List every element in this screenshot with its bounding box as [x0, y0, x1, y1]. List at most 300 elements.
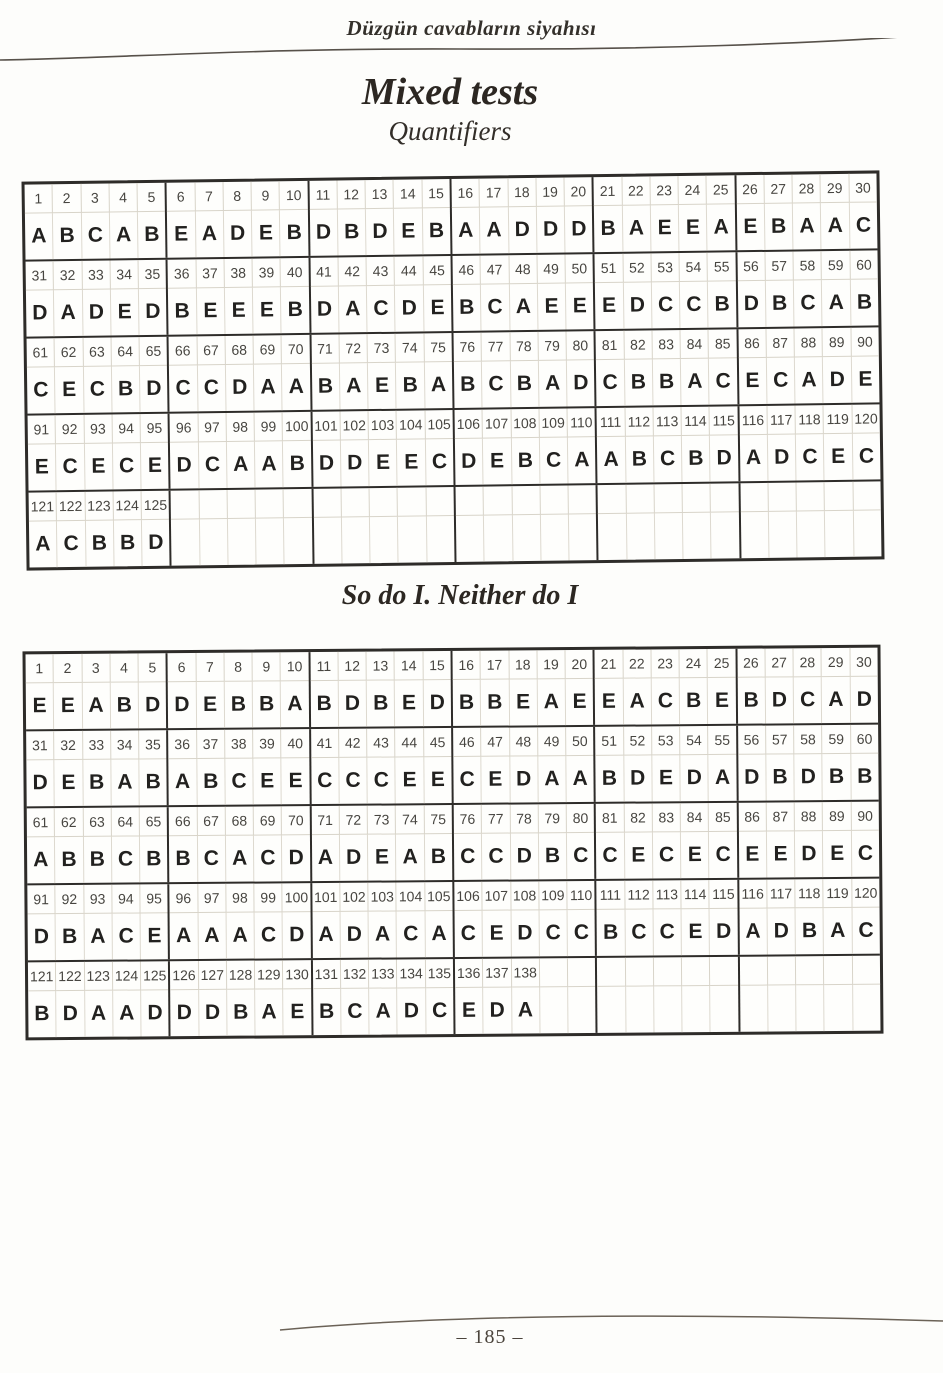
question-number: 92	[56, 885, 84, 914]
question-number: 121	[29, 492, 58, 521]
answer-cell: D	[716, 446, 732, 470]
question-number: 3	[82, 654, 110, 683]
answer-cell: B	[625, 436, 654, 482]
question-number: 30	[849, 173, 877, 202]
question-number: 99	[254, 883, 282, 912]
answer-table-row	[27, 800, 880, 884]
answer-table-row	[28, 402, 881, 490]
answer-cell: C	[653, 909, 682, 955]
question-number: 51	[595, 727, 623, 756]
question-number: 33	[83, 731, 111, 760]
answer-cell: A	[512, 987, 541, 1033]
answer-cell: C	[482, 834, 511, 880]
question-number: 10	[280, 181, 308, 210]
question-group	[166, 652, 309, 728]
answer-cell: A	[597, 437, 626, 483]
question-group	[29, 491, 170, 568]
answer-cell: C	[341, 989, 370, 1035]
question-number: 20	[566, 650, 593, 679]
question-number: 94	[112, 884, 140, 913]
question-number: 80	[567, 804, 594, 833]
question-number: 120	[852, 879, 879, 908]
question-number: 106	[455, 410, 484, 439]
answer-cell: D	[537, 207, 566, 253]
answer-cell: C	[367, 286, 396, 332]
question-number: 87	[767, 802, 795, 831]
question-number: 131	[313, 960, 341, 989]
answer-cell: C	[454, 834, 483, 880]
answer-cell: E	[739, 832, 768, 878]
answer-cell: D	[795, 831, 824, 877]
question-number: 102	[340, 883, 368, 912]
question-number: 137	[483, 959, 511, 988]
question-number: 51	[595, 254, 624, 283]
answer-cell: B	[766, 754, 795, 800]
question-number: 113	[653, 880, 681, 909]
question-number: 71	[311, 334, 340, 363]
answer-cell	[682, 986, 711, 1032]
question-number: 73	[368, 334, 397, 363]
answer-cell: A	[227, 442, 256, 488]
answer-cell	[769, 512, 798, 558]
answer-cell: A	[793, 203, 822, 249]
answer-cell	[342, 517, 371, 563]
answer-cell	[796, 985, 825, 1031]
question-number: 62	[55, 808, 83, 837]
question-number: 2	[54, 654, 82, 683]
answer-cell: B	[253, 681, 282, 727]
question-group	[167, 806, 310, 882]
answer-cell: E	[483, 911, 512, 957]
question-number: 65	[140, 337, 168, 366]
question-group	[736, 327, 879, 404]
answer-cell: C	[858, 918, 874, 942]
question-number	[284, 489, 312, 518]
question-number: 19	[536, 178, 565, 207]
answer-cell: B	[597, 910, 626, 956]
question-number: 7	[196, 653, 224, 682]
answer-cell	[683, 513, 712, 559]
answer-cell: C	[857, 841, 874, 865]
answer-cell: E	[572, 294, 588, 318]
question-number: 7	[195, 182, 224, 211]
answer-cell: D	[339, 681, 368, 727]
question-number	[626, 484, 655, 513]
question-group	[28, 414, 169, 491]
answer-cell: D	[288, 846, 304, 870]
question-number: 14	[394, 179, 423, 208]
question-number: 98	[226, 413, 255, 442]
question-group	[453, 408, 596, 485]
question-number: 70	[282, 335, 310, 364]
answer-cell: E	[736, 204, 765, 250]
question-number: 104	[397, 410, 426, 439]
question-number: 98	[226, 884, 254, 913]
question-group	[593, 726, 736, 802]
answer-cell: D	[144, 693, 161, 717]
answer-cell: D	[340, 835, 369, 881]
answer-cell: A	[431, 922, 447, 946]
answer-cell: D	[716, 919, 732, 943]
question-number: 128	[227, 961, 255, 990]
answer-cell: C	[654, 436, 683, 482]
question-number	[370, 488, 399, 517]
answer-cell: B	[197, 759, 226, 805]
answer-cell: E	[196, 682, 225, 728]
question-number: 127	[199, 961, 227, 990]
answer-cell: C	[652, 282, 681, 328]
question-number: 30	[850, 648, 877, 677]
question-number: 89	[823, 802, 851, 831]
answer-cell: B	[112, 366, 141, 412]
answer-cell: C	[255, 912, 284, 958]
answer-cell: C	[397, 911, 426, 957]
question-number: 103	[369, 882, 397, 911]
question-number: 76	[454, 805, 482, 834]
question-number	[710, 957, 737, 986]
question-number: 42	[338, 257, 367, 286]
question-group	[454, 485, 597, 562]
question-number: 124	[113, 491, 142, 520]
answer-cell: E	[595, 283, 624, 329]
answer-cell: A	[255, 989, 284, 1035]
question-number: 47	[481, 728, 509, 757]
question-number: 38	[225, 730, 253, 759]
question-number: 55	[708, 726, 735, 755]
question-number: 76	[453, 333, 482, 362]
question-number	[682, 957, 710, 986]
question-number: 80	[567, 331, 595, 360]
answer-cell: D	[145, 299, 161, 324]
answer-cell: A	[255, 441, 284, 487]
answer-cell: E	[368, 834, 397, 880]
answer-cell: D	[398, 988, 427, 1034]
question-number: 79	[538, 804, 566, 833]
question-group	[595, 880, 738, 956]
answer-cell: B	[28, 991, 57, 1037]
answer-cell: A	[340, 363, 369, 409]
answer-cell: A	[714, 765, 731, 789]
answer-cell: A	[824, 908, 853, 954]
running-header: Düzgün cavabların siyahısı	[346, 16, 597, 40]
question-group	[592, 175, 735, 252]
question-number: 119	[824, 879, 852, 908]
answer-cell	[768, 985, 797, 1031]
question-number: 58	[794, 251, 823, 280]
question-number: 23	[650, 176, 679, 205]
answer-cell: B	[168, 288, 197, 334]
answer-cell: C	[198, 836, 227, 882]
answer-cell: D	[311, 286, 340, 332]
question-number: 126	[170, 961, 198, 990]
answer-cell: A	[169, 759, 198, 805]
question-number: 86	[738, 329, 767, 358]
question-number: 94	[112, 414, 141, 443]
question-group	[311, 487, 454, 564]
answer-cell: D	[366, 209, 395, 255]
answer-cell: E	[369, 440, 398, 486]
answer-cell: A	[170, 913, 199, 959]
answer-cell: D	[310, 209, 339, 255]
question-number: 12	[337, 180, 366, 209]
question-number: 23	[651, 649, 679, 678]
question-number: 118	[796, 405, 825, 434]
answer-cell: B	[145, 770, 161, 794]
question-group	[594, 803, 737, 879]
question-group	[310, 882, 453, 958]
question-number: 101	[312, 883, 340, 912]
answer-cell	[797, 511, 826, 557]
question-number: 56	[738, 726, 766, 755]
answer-cell: D	[26, 760, 55, 806]
question-number	[796, 956, 824, 985]
answer-cell	[427, 516, 455, 562]
answer-cell: C	[198, 365, 227, 411]
question-number: 138	[511, 958, 539, 987]
answer-cell: C	[482, 361, 511, 407]
answer-cell: C	[653, 832, 682, 878]
question-number: 28	[793, 174, 822, 203]
question-number: 31	[26, 731, 54, 760]
question-number: 111	[597, 408, 626, 437]
question-group	[309, 805, 452, 881]
answer-cell: C	[715, 369, 731, 393]
answer-cell: E	[767, 831, 796, 877]
answer-cell: D	[767, 908, 796, 954]
question-number: 53	[651, 253, 680, 282]
answer-cell: A	[54, 290, 83, 336]
question-number: 16	[452, 651, 480, 680]
answer-cell: E	[430, 768, 445, 792]
question-number: 82	[624, 803, 652, 832]
question-number	[711, 483, 739, 512]
question-number: 54	[680, 726, 708, 755]
question-number: 41	[310, 257, 339, 286]
answer-cell	[568, 987, 596, 1033]
question-number: 16	[451, 179, 480, 208]
answer-cell	[711, 986, 739, 1032]
answer-cell: D	[510, 756, 539, 802]
question-number	[797, 482, 826, 511]
answer-cell: B	[85, 520, 114, 566]
answer-cell: E	[253, 758, 282, 804]
answer-cell: B	[55, 837, 84, 883]
answer-cell: E	[396, 757, 425, 803]
answer-cell: C	[199, 442, 228, 488]
question-number: 50	[566, 254, 594, 283]
question-number: 36	[168, 730, 196, 759]
question-group	[165, 181, 308, 258]
answer-cell: C	[254, 835, 283, 881]
answer-cell: B	[857, 764, 873, 788]
answer-cell: A	[622, 205, 651, 251]
question-number	[853, 956, 880, 985]
question-number: 48	[509, 255, 538, 284]
answer-cell: B	[367, 680, 396, 726]
answer-cell	[626, 986, 655, 1032]
page-number: – 185 –	[456, 1326, 524, 1348]
question-number: 26	[737, 649, 765, 678]
question-number	[683, 484, 712, 513]
question-group	[307, 179, 450, 256]
question-number: 53	[652, 726, 680, 755]
question-number: 100	[283, 412, 311, 441]
answer-cell: C	[455, 911, 484, 957]
question-number	[740, 483, 769, 512]
question-number: 6	[167, 182, 196, 211]
question-number: 122	[56, 962, 84, 991]
question-number: 123	[84, 962, 112, 991]
question-number: 103	[369, 411, 398, 440]
question-number	[768, 956, 796, 985]
answer-cell: D	[510, 833, 539, 879]
answer-cell: A	[226, 836, 255, 882]
answer-cell: D	[26, 290, 55, 336]
question-number: 113	[653, 407, 682, 436]
answer-cell: C	[339, 758, 368, 804]
question-number: 92	[56, 415, 85, 444]
answer-cell: A	[113, 990, 142, 1036]
question-group	[452, 881, 595, 957]
answer-cell: C	[715, 842, 731, 866]
answer-table-row	[26, 648, 879, 730]
question-number: 68	[225, 336, 254, 365]
answer-cell: B	[594, 206, 623, 252]
answer-cell: A	[25, 213, 54, 259]
question-number: 39	[253, 729, 281, 758]
question-number: 83	[653, 803, 681, 832]
answer-cell: D	[624, 755, 653, 801]
answer-cell: B	[453, 680, 482, 726]
answer-cell: E	[196, 288, 225, 334]
answer-cell: C	[481, 284, 510, 330]
answer-cell: B	[680, 678, 709, 724]
question-number: 31	[26, 261, 55, 290]
answer-cell: E	[572, 689, 587, 714]
question-number: 35	[139, 260, 167, 289]
question-number: 6	[168, 653, 196, 682]
answer-cell: B	[765, 204, 794, 250]
answer-cell: C	[431, 450, 448, 474]
answer-cell: B	[146, 847, 162, 871]
answer-cell	[655, 513, 684, 559]
answer-cell: D	[148, 530, 164, 555]
question-number	[654, 484, 683, 513]
question-group	[28, 961, 169, 1037]
answer-cell: B	[396, 362, 425, 408]
answer-table-so-do-i	[22, 645, 883, 1041]
question-number: 95	[141, 414, 169, 443]
answer-cell: C	[539, 910, 568, 956]
question-number: 63	[83, 808, 111, 837]
question-number: 65	[140, 807, 167, 836]
answer-cell	[200, 519, 229, 565]
answer-cell	[256, 518, 285, 564]
answer-cell: D	[224, 211, 253, 257]
question-number: 33	[82, 260, 111, 289]
question-number: 29	[821, 174, 850, 203]
question-number: 88	[795, 802, 823, 831]
question-number: 22	[622, 176, 651, 205]
question-number: 44	[395, 256, 424, 285]
answer-cell: B	[766, 281, 795, 327]
answer-cell: E	[28, 444, 57, 490]
question-number: 115	[710, 880, 737, 909]
question-number: 34	[110, 260, 139, 289]
question-group	[168, 960, 311, 1036]
answer-table-row	[27, 325, 880, 413]
question-group	[593, 649, 736, 725]
answer-cell: C	[767, 358, 796, 404]
answer-cell: E	[26, 683, 55, 729]
question-number	[569, 485, 597, 514]
answer-cell: C	[573, 843, 589, 868]
answer-cell: E	[824, 434, 853, 480]
question-number: 15	[423, 651, 450, 680]
answer-cell: A	[198, 913, 227, 959]
question-number	[825, 482, 854, 511]
question-number	[625, 957, 653, 986]
question-number	[199, 490, 228, 519]
question-number: 115	[710, 406, 738, 435]
answer-cell: D	[856, 687, 872, 711]
answer-table-row	[27, 877, 880, 961]
question-number: 47	[481, 255, 510, 284]
question-number: 120	[852, 404, 880, 433]
question-number: 104	[397, 882, 425, 911]
answer-cell	[825, 511, 854, 557]
question-number: 48	[510, 727, 538, 756]
question-number: 85	[709, 803, 736, 832]
question-number: 102	[340, 411, 369, 440]
answer-cell: A	[739, 909, 768, 955]
question-number	[824, 956, 852, 985]
answer-cell	[540, 987, 569, 1033]
question-number: 100	[283, 883, 310, 912]
answer-cell: A	[795, 357, 824, 403]
answer-cell: E	[651, 205, 680, 251]
answer-cell: D	[56, 991, 85, 1037]
answer-cell: B	[796, 908, 825, 954]
question-number: 112	[625, 880, 653, 909]
answer-table-quantifiers	[21, 170, 884, 570]
question-number: 28	[794, 648, 822, 677]
answer-cell: B	[227, 990, 256, 1036]
question-number: 97	[198, 884, 226, 913]
question-number: 60	[850, 250, 878, 279]
question-number: 9	[252, 181, 281, 210]
question-number: 24	[679, 176, 708, 205]
answer-cell: A	[369, 988, 398, 1034]
answer-cell: A	[195, 211, 224, 257]
question-number: 116	[739, 880, 767, 909]
question-number: 5	[139, 653, 166, 682]
question-group	[27, 337, 168, 414]
question-number: 118	[795, 879, 823, 908]
question-number: 54	[680, 253, 709, 282]
answer-cell: C	[453, 757, 482, 803]
answer-cell	[597, 987, 626, 1033]
section-title-so-do-i: So do I. Neither do I	[341, 580, 579, 611]
question-group	[595, 406, 738, 483]
answer-cell: D	[571, 217, 587, 241]
question-number: 34	[111, 730, 139, 759]
question-number: 77	[482, 805, 510, 834]
answer-cell: D	[794, 754, 823, 800]
answer-cell: C	[113, 443, 142, 489]
question-number: 21	[595, 650, 623, 679]
answer-cell: A	[539, 361, 568, 407]
